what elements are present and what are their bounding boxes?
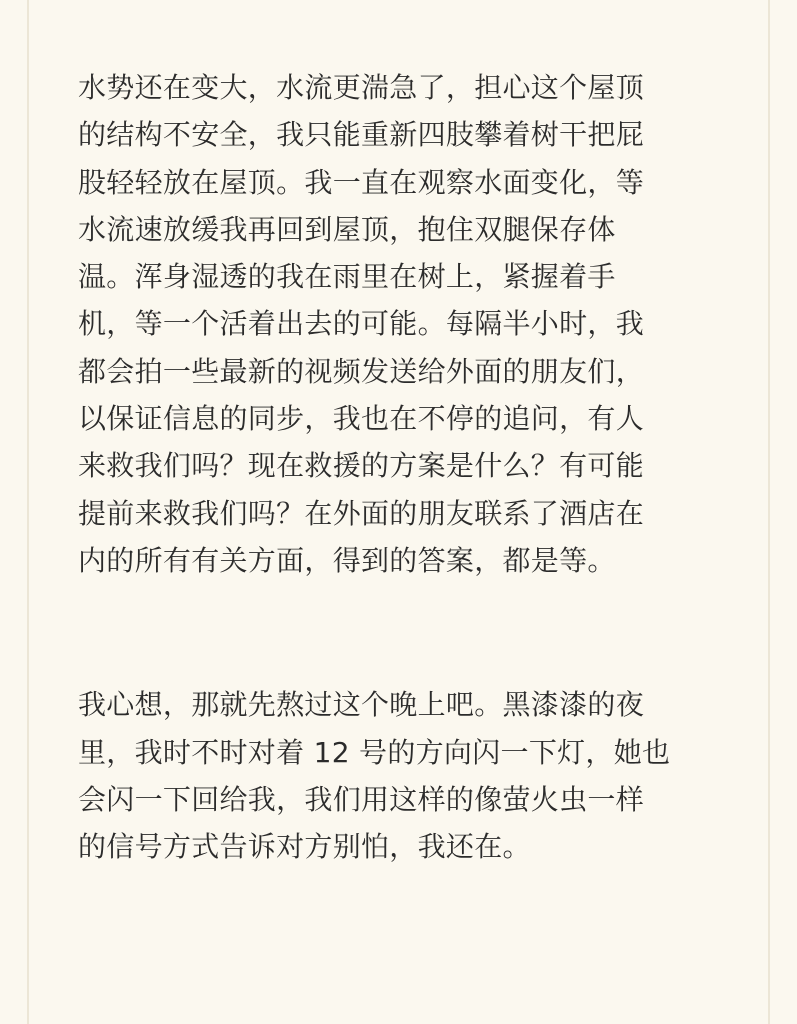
text-line: 来救我们吗？现在救援的方案是什么？有可能 bbox=[78, 449, 645, 483]
text-line: 提前来救我们吗？在外面的朋友联系了酒店在 bbox=[78, 496, 645, 530]
text-line: 股轻轻放在屋顶。我一直在观察水面变化，等 bbox=[78, 165, 645, 199]
paragraph-1 bbox=[78, 64, 738, 584]
text-line: 以保证信息的同步，我也在不停的追问，有人 bbox=[78, 402, 645, 436]
text-line: 水势还在变大，水流更湍急了，担心这个屋顶 bbox=[78, 71, 645, 104]
text-line: 会闪一下回给我，我们用这样的像萤火虫一样 bbox=[78, 782, 645, 816]
article-body bbox=[78, 64, 738, 870]
text-line: 的信号方式告诉对方别怕，我还在。 bbox=[78, 830, 531, 864]
page-border-right bbox=[768, 0, 770, 1024]
text-line: 水流速放缓我再回到屋顶，抱住双腿保存体 bbox=[78, 212, 616, 246]
page-border-left bbox=[27, 0, 29, 1024]
text-line: 都会拍一些最新的视频发送给外面的朋友们， bbox=[78, 354, 645, 388]
paragraph-2 bbox=[78, 681, 738, 870]
text-line: 内的所有有关方面，得到的答案，都是等。 bbox=[78, 543, 616, 577]
text-line: 机，等一个活着出去的可能。每隔半小时，我 bbox=[78, 307, 645, 341]
text-line: 温。浑身湿透的我在雨里在树上，紧握着手 bbox=[78, 260, 616, 294]
text-line: 里，我时不时对着 12 号的方向闪一下灯，她也 bbox=[78, 735, 671, 769]
text-line: 的结构不安全，我只能重新四肢攀着树干把屁 bbox=[78, 118, 645, 152]
text-line: 我心想，那就先熬过这个晚上吧。黑漆漆的夜 bbox=[78, 688, 645, 722]
